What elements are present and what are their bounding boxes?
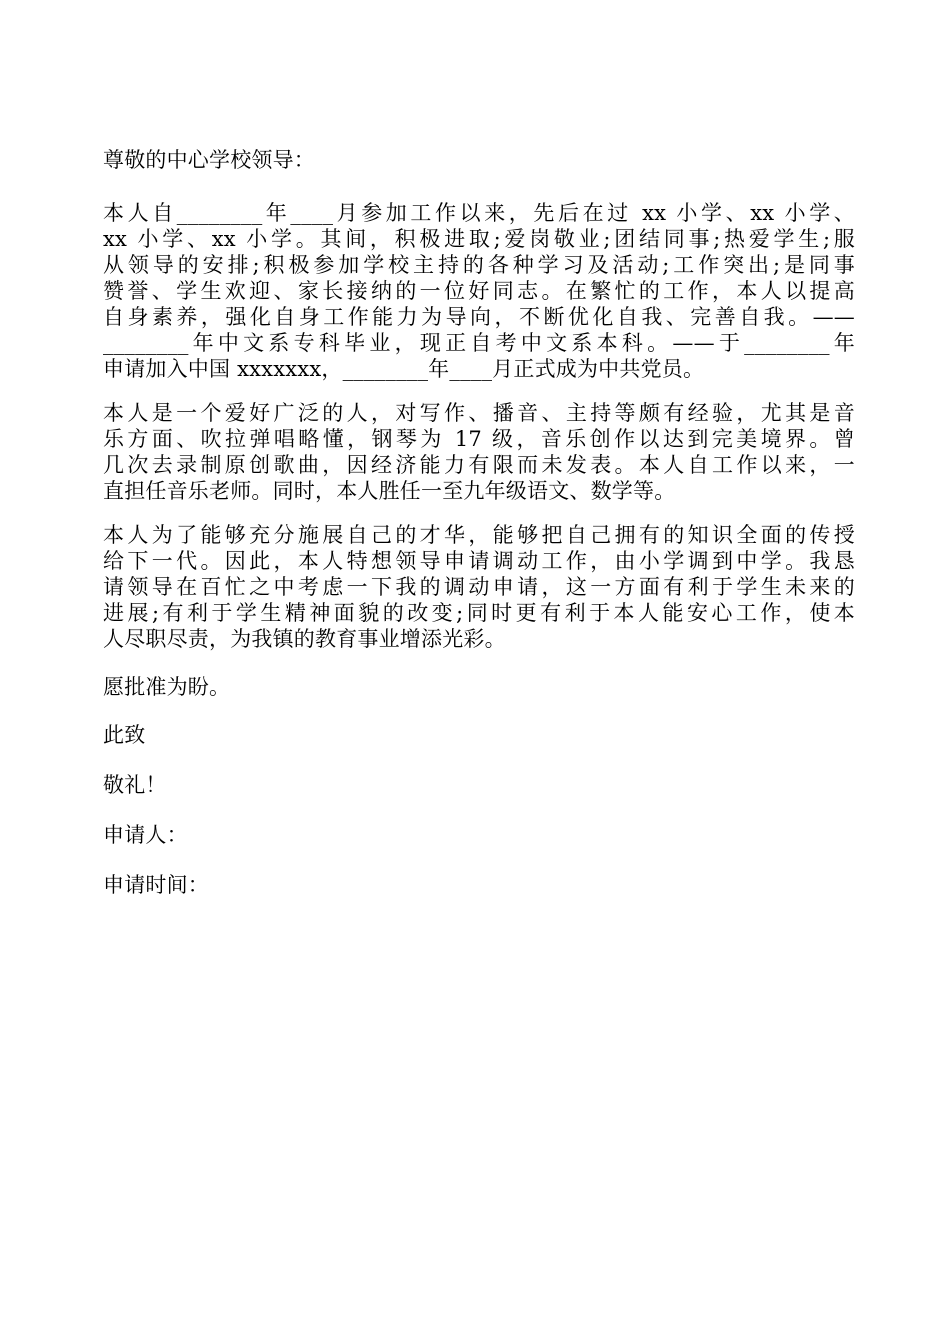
paragraph-line: ________年中文系专科毕业，现正自考中文系本科。——于________年 [103, 331, 855, 355]
date-line [103, 872, 855, 898]
paragraph-work-history [103, 200, 855, 382]
closing-line-1 [103, 722, 855, 748]
closing-text-2: 敬礼！ [103, 773, 167, 797]
paragraph-line: 进展;有利于学生精神面貌的改变;同时更有利于本人能安心工作，使本 [103, 601, 855, 625]
paragraph-line: 自身素养，强化自身工作能力为导向，不断优化自我、完善自我。—— [103, 305, 855, 329]
paragraph-line: 直担任音乐老师。同时，本人胜任一至九年级语文、数学等。 [103, 479, 676, 503]
paragraph-line: 本人为了能够充分施展自己的才华，能够把自己拥有的知识全面的传授 [103, 523, 855, 547]
paragraph-request-reason [103, 522, 855, 652]
salutation-text: 尊敬的中心学校领导： [103, 148, 315, 172]
applicant-label: 申请人： [103, 823, 188, 847]
salutation [103, 147, 855, 173]
paragraph-line: 人尽职尽责，为我镇的教育事业增添光彩。 [103, 627, 506, 651]
paragraph-line: 申请加入中国 xxxxxxx，________年____月正式成为中共党员。 [103, 357, 705, 381]
closing-line-2 [103, 772, 855, 798]
paragraph-line: 赞誉、学生欢迎、家长接纳的一位好同志。在繁忙的工作，本人以提高 [103, 279, 855, 303]
paragraph-line: 本人自________年____月参加工作以来，先后在过 xx 小学、xx 小学、 [103, 201, 855, 225]
paragraph-skills [103, 400, 855, 504]
paragraph-line: 几次去录制原创歌曲，因经济能力有限而未发表。本人自工作以来，一 [103, 453, 855, 477]
document-page [103, 0, 855, 1344]
request-text: 愿批准为盼。 [103, 675, 231, 699]
paragraph-line: 本人是一个爱好广泛的人，对写作、播音、主持等颇有经验，尤其是音 [103, 401, 855, 425]
applicant-line [103, 822, 855, 848]
closing-text-1: 此致 [103, 723, 146, 747]
paragraph-line: 请领导在百忙之中考虑一下我的调动申请，这一方面有利于学生未来的 [103, 575, 855, 599]
paragraph-line: 乐方面、吹拉弹唱略懂，钢琴为 17 级，音乐创作以达到完美境界。曾 [103, 427, 855, 451]
request-line [103, 674, 855, 700]
paragraph-line: xx 小学、xx 小学。其间，积极进取;爱岗敬业;团结同事;热爱学生;服 [103, 227, 855, 251]
date-label: 申请时间： [103, 873, 209, 897]
paragraph-line: 给下一代。因此，本人特想领导申请调动工作，由小学调到中学。我恳 [103, 549, 855, 573]
paragraph-line: 从领导的安排;积极参加学校主持的各种学习及活动;工作突出;是同事 [103, 253, 855, 277]
